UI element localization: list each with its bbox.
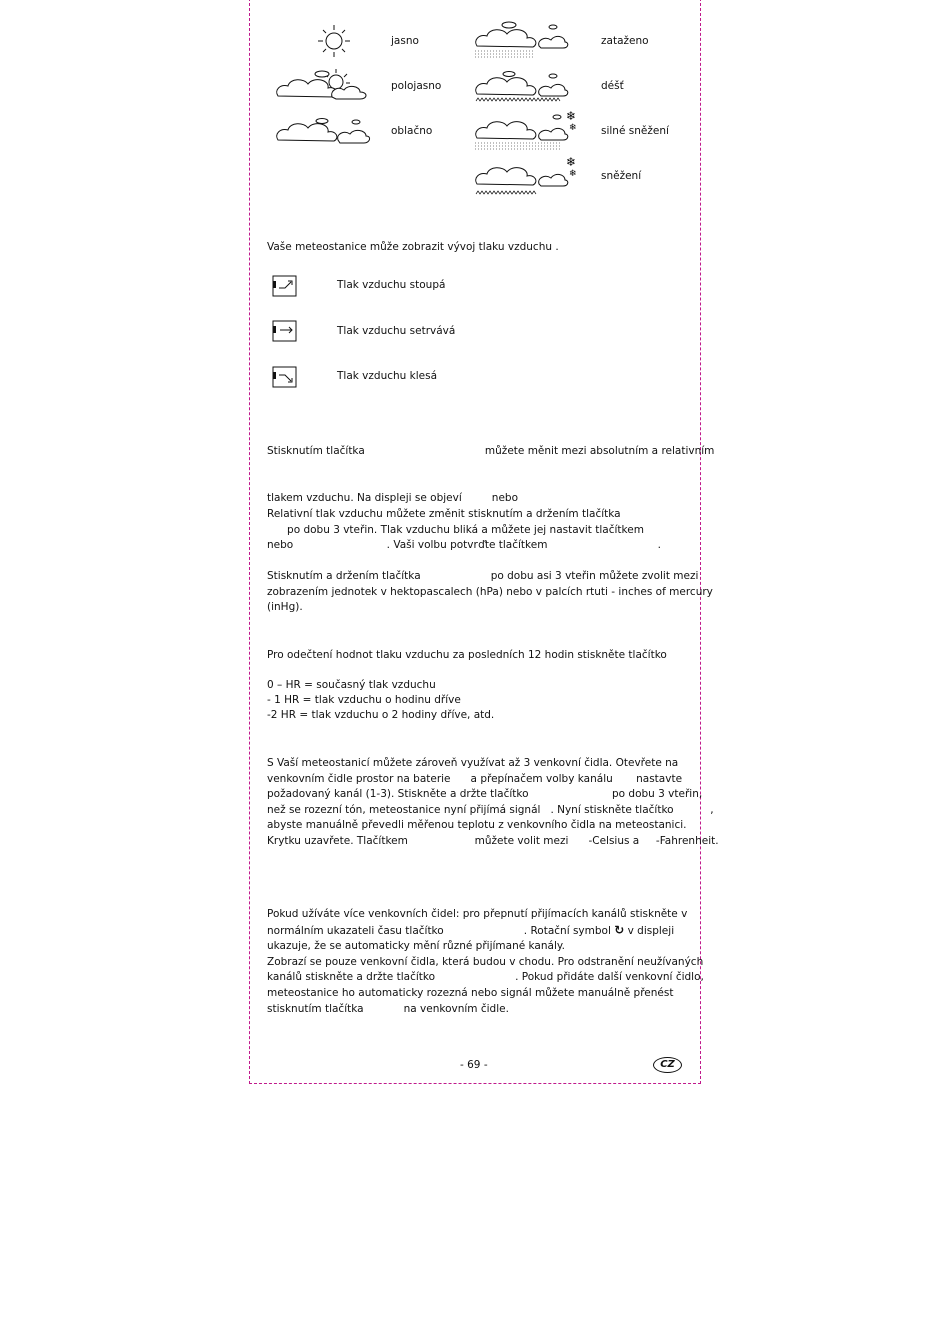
text-line: nebo . Vaši volbu potvrďte tlačítkem . (267, 539, 661, 552)
weather-label-dest: déšť (601, 80, 624, 92)
text-line: meteostanice ho automaticky rozezná nebo signál můžete manuálně přenést (267, 986, 674, 999)
weather-label-zatazeno: zataženo (601, 35, 649, 47)
rain-icon (473, 70, 569, 104)
trend-steady-label: Tlak vzduchu setrvává (337, 325, 456, 337)
text-line: kanálů stiskněte a držte tlačítko . Pokud přidáte další venkovní čidlo, (267, 971, 704, 984)
trend-rising-label: Tlak vzduchu stoupá (337, 279, 446, 291)
svg-text:❄: ❄ (569, 123, 577, 133)
svg-text:❄: ❄ (566, 155, 577, 169)
paragraph-channels (267, 907, 704, 1017)
text-line: Relativní tlak vzduchu můžete změnit stisknutím a držením tlačítka (267, 508, 621, 520)
pressure-steady-icon (272, 320, 298, 342)
text-line: po dobu 3 vteřin. Tlak vzduchu bliká a můžete jej nastavit tlačítkem (267, 523, 644, 536)
text-line: zobrazením jednotek v hektopascalech (hPa) nebo v palcích rtuti - inches of mercury (267, 585, 713, 598)
text-line: Krytku uzavřete. Tlačítkem můžete volit mezi -Celsius a -Fahrenheit. (267, 834, 719, 847)
text-line: tlakem vzduchu. Na displeji se objeví nebo (267, 491, 519, 504)
text-line: 0 – HR = současný tlak vzduchu (267, 679, 436, 691)
rotate-icon: ↻ (614, 922, 625, 937)
language-badge: CZ (653, 1057, 682, 1073)
text-line: požadovaný kanál (1-3). Stiskněte a držte tlačítko po dobu 3 vteřin, (267, 788, 703, 801)
paragraph-relative-pressure (267, 507, 687, 554)
text-fragment: normálním ukazateli času tlačítko . Rotační symbol (267, 924, 611, 937)
sun-icon (316, 24, 352, 58)
text-fragment: v displeji (627, 924, 675, 937)
paragraph-sensors (267, 756, 719, 850)
weather-label-jasno: jasno (391, 35, 419, 47)
weather-label-polojasno: polojasno (391, 80, 442, 92)
weather-label-silne-snezeni: silné sněžení (601, 125, 669, 137)
pressure-falling-icon (272, 366, 298, 388)
partly-cloudy-icon (274, 66, 374, 104)
snow-icon (473, 154, 581, 198)
paragraph-units (267, 569, 713, 616)
heavy-snow-icon (473, 108, 581, 152)
text-line: stisknutím tlačítka na venkovním čidle. (267, 1002, 509, 1015)
trend-falling-label: Tlak vzduchu klesá (337, 370, 438, 382)
weather-label-snezeni: sněžení (601, 170, 642, 182)
text-line: abyste manuálně převedli měřenou teplotu z venkovního čidla na meteostanici. (267, 819, 687, 832)
text-line: Stisknutím tlačítka můžete měnit mezi absolutním a relativním (267, 445, 715, 458)
paragraph-abs-rel (267, 413, 715, 522)
text-line: Pokud užíváte více venkovních čidel: pro přepnutí přijímacích kanálů stiskněte v (267, 908, 688, 920)
overcast-icon (473, 20, 569, 60)
cloudy-icon (274, 116, 370, 144)
svg-text:❄: ❄ (569, 169, 577, 179)
text-line: Pro odečtení hodnot tlaku vzduchu za posledních 12 hodin stiskněte tlačítko (267, 649, 667, 661)
text-line: než se rozezní tón, meteostanice nyní přijímá signál . Nyní stiskněte tlačítko , (267, 803, 714, 816)
text-line: -2 HR = tlak vzduchu o 2 hodiny dříve, atd. (267, 709, 495, 721)
svg-text:❄: ❄ (566, 109, 577, 123)
page-number: - 69 - (460, 1059, 488, 1071)
text-line: venkovním čidle prostor na baterie a přepínačem volby kanálu nastavte (267, 772, 683, 785)
text-line: ukazuje, že se automaticky mění různé přijímané kanály. (267, 940, 565, 953)
paragraph-history (267, 648, 687, 723)
text-line (267, 923, 687, 940)
text-line: S Vaší meteostanicí můžete zároveň využívat až 3 venkovní čidla. Otevřete na (267, 757, 679, 769)
text-line: - 1 HR = tlak vzduchu o hodinu dříve (267, 694, 461, 706)
pressure-rising-icon (272, 275, 298, 297)
weather-label-oblacno: oblačno (391, 125, 433, 137)
pressure-intro: Vaše meteostanice může zobrazit vývoj tlaku vzduchu . (267, 241, 559, 253)
text-line (267, 663, 687, 678)
text-line: Stisknutím a držením tlačítka po dobu asi 3 vteřin můžete zvolit mezi (267, 570, 699, 582)
text-line: Zobrazí se pouze venkovní čidla, která budou v chodu. Pro odstranění neužívaných (267, 955, 704, 968)
text-line: (inHg). (267, 601, 303, 614)
